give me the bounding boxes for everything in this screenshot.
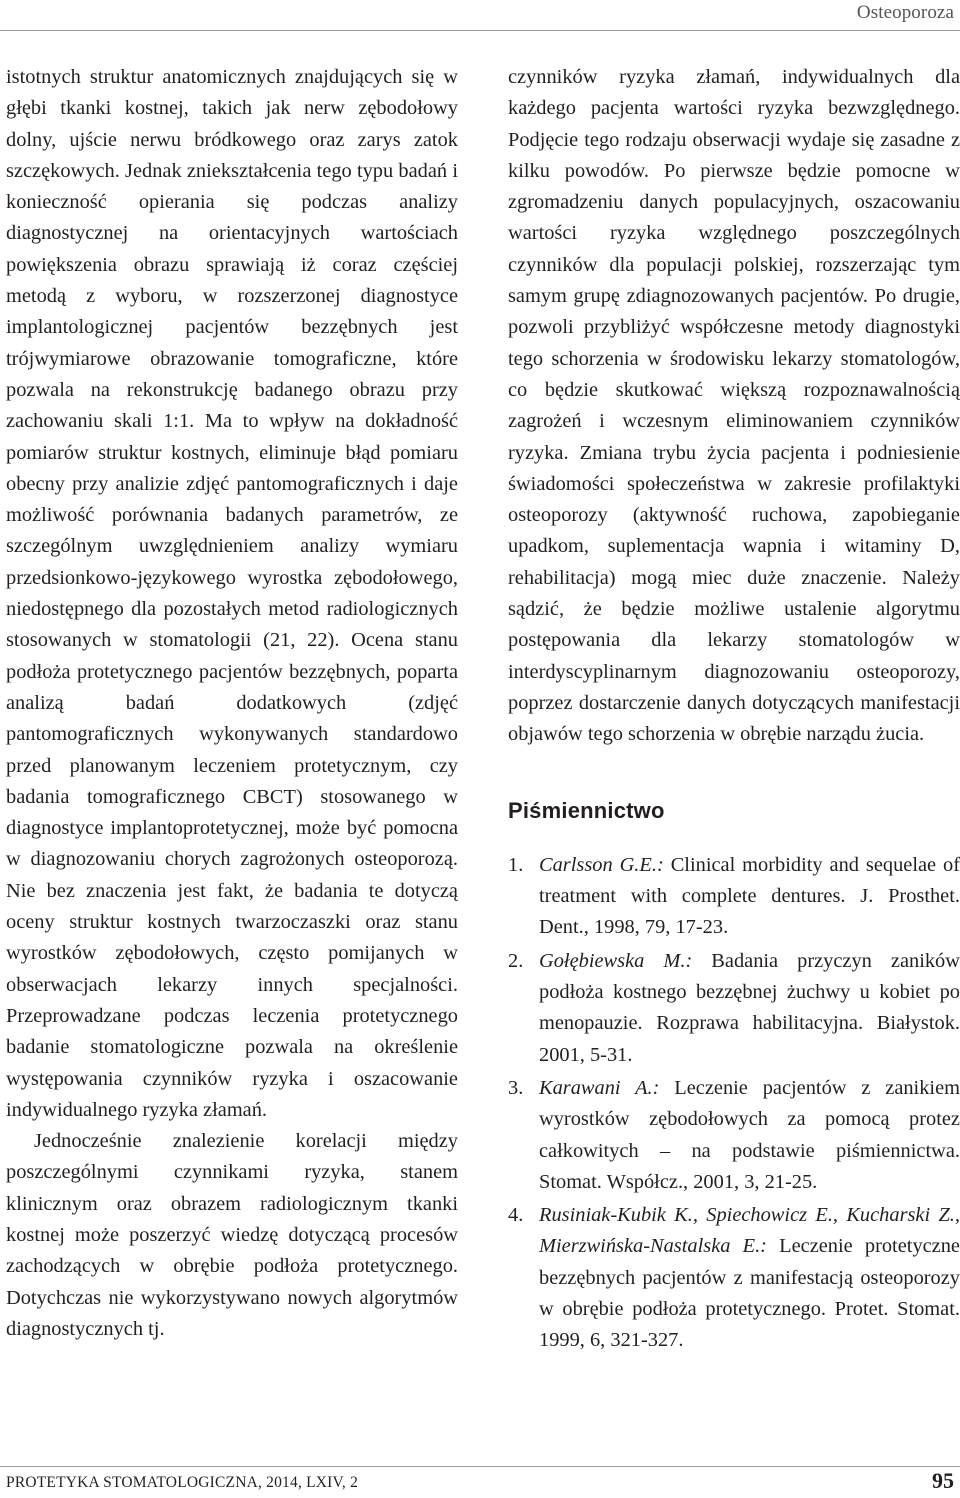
body-paragraph: Jednocześnie znalezienie korelacji między poszczególnymi czynnikami ryzyka, stanem klinicznym oraz obrazem radiologicznym tkanki kostnej może poszerzyć wiedzę dotyczącą procesów zachodzących w obrębie podłoża protetycznego. Dotychczas nie wykorzystywano nowych algorytmów diagnostycznych tj. xyxy=(6,1130,458,1340)
footer-journal-name: PROTETYKA STOMATOLOGICZNA, 2014, LXIV, 2 xyxy=(6,1474,359,1491)
reference-authors: Karawani A.: xyxy=(539,1076,660,1099)
reference-text: Leczenie pacjentów z zanikiem wyrostków zębodołowych za pomocą protez całkowitych – na podstawie piśmiennictwa. Stomat. Współcz., 2001, 3, 21-25. xyxy=(539,1076,960,1193)
reference-number: 4. xyxy=(508,1204,524,1227)
reference-authors: Rusiniak-Kubik K., Spiechowicz E., Kucharski Z., Mierzwińska-Nastalska E.: xyxy=(539,1204,960,1258)
body-paragraph: istotnych struktur anatomicznych znajdujących się w głębi tkanki kostnej, takich jak nerw zębodołowy dolny, ujście nerwu bródkowego oraz zarys zatok szczękowych. Jednak zniekształcenia tego typu badań i konieczność opierania się podczas analizy diagnostycznej na orientacyjnych wartościach powiększenia obrazu sprawiają iż coraz częściej metodą z wyboru, w rozszerzonej diagnostyce implantologicznej pacjentów bezzębnych jest trójwymiarowe obrazowanie tomograficzne, które pozwala na rekonstrukcję badanego obrazu przy zachowaniu skali 1:1. Ma to wpływ na dokładność pomiarów struktur kostnych, eliminuje błąd pomiaru obecny przy analizie zdjęć pantomograficznych i daje możliwość porównania badanych parametrów, ze szczególnym uwzględnieniem analizy wymiaru przedsionkowo-językowego wyrostka zębodołowego, niedostępnego dla pozostałych metod radiologicznych stosowanych w stomatologii (21, 22). Ocena stanu podłoża protetycznego pacjentów bezzębnych, poparta analizą badań dodatkowych (zdjęć pantomograficznych wykonywanych standardowo przed planowanym leczeniem protetycznym, czy badania tomograficznego CBCT) stosowanego w diagnostyce implantoprotetycznej, może być pomocna w diagnozowaniu chorych zagrożonych osteoporozą. Nie bez znaczenia jest fakt, że badania te dotyczą oceny struktur kostnych twarzoczaszki oraz stanu wyrostków zębodołowych, często pomijanych w obserwacjach lekarzy innych specjalności. Przeprowadzane podczas leczenia protetycznego badanie stomatologiczne pozwala na określenie występowania czynników ryzyka i oszacowanie indywidualnego ryzyka złamań. xyxy=(6,66,458,1121)
reference-list xyxy=(508,850,960,1357)
page-number: 95 xyxy=(932,1468,954,1493)
references-heading: Piśmiennictwo xyxy=(508,797,665,823)
reference-number: 1. xyxy=(508,853,524,876)
reference-authors: Carlsson G.E.: xyxy=(539,853,664,876)
right-column xyxy=(508,62,960,1359)
reference-text: Clinical morbidity and sequelae of treatment with complete dentures. J. Prosthet. Dent., 1998, 79, 17-23. xyxy=(539,853,960,939)
reference-number: 2. xyxy=(508,949,524,972)
reference-item xyxy=(508,946,960,1071)
reference-text: Badania przyczyn zaników podłoża kostnego bezzębnej żuchwy u kobiet po menopauzie. Rozprawa habilitacyjna. Białystok. 2001, 5-31. xyxy=(539,949,960,1066)
reference-item xyxy=(508,850,960,944)
reference-item xyxy=(508,1200,960,1356)
footer-rule xyxy=(0,1466,960,1467)
reference-number: 3. xyxy=(508,1076,524,1099)
reference-text: Leczenie protetyczne bezzębnych pacjentów z manifestacją osteoporozy w obrębie podłoża protetycznego. Protet. Stomat. 1999, 6, 321-327. xyxy=(539,1235,960,1352)
header-rule xyxy=(0,30,960,31)
reference-authors: Gołębiewska M.: xyxy=(539,949,693,972)
running-head-title: Osteoporoza xyxy=(856,2,954,23)
body-paragraph: czynników ryzyka złamań, indywidualnych dla każdego pacjenta wartości ryzyka bezwzględnego. Podjęcie tego rodzaju obserwacji wydaje się zasadne z kilku powodów. Po pierwsze będzie pomocne w zgromadzeniu danych populacyjnych, oszacowaniu wartości ryzyka względnego poszczególnych czynników dla populacji polskiej, rozszerzając tym samym grupę zdiagnozowanych pacjentów. Po drugie, pozwoli przybliżyć współczesne metody diagnostyki tego schorzenia w środowisku lekarzy stomatologów, co będzie skutkować większą rozpoznawalnością zagrożeń i wczesnym eliminowaniem czynników ryzyka. Zmiana trybu życia pacjenta i podniesienie świadomości społeczeństwa w zakresie profilaktyki osteoporozy (aktywność ruchowa, zapobieganie upadkom, suplementacja wapnia i witaminy D, rehabilitacja) mogą miec duże znaczenie. Należy sądzić, że będzie możliwe ustalenie algorytmu postępowania dla lekarzy stomatologów w interdyscyplinarnym diagnozowaniu osteoporozy, poprzez dostarczenie danych dotyczących manifestacji objawów tego schorzenia w obrębie narządu żucia. xyxy=(508,66,960,746)
reference-item xyxy=(508,1073,960,1198)
left-column xyxy=(6,62,458,1345)
